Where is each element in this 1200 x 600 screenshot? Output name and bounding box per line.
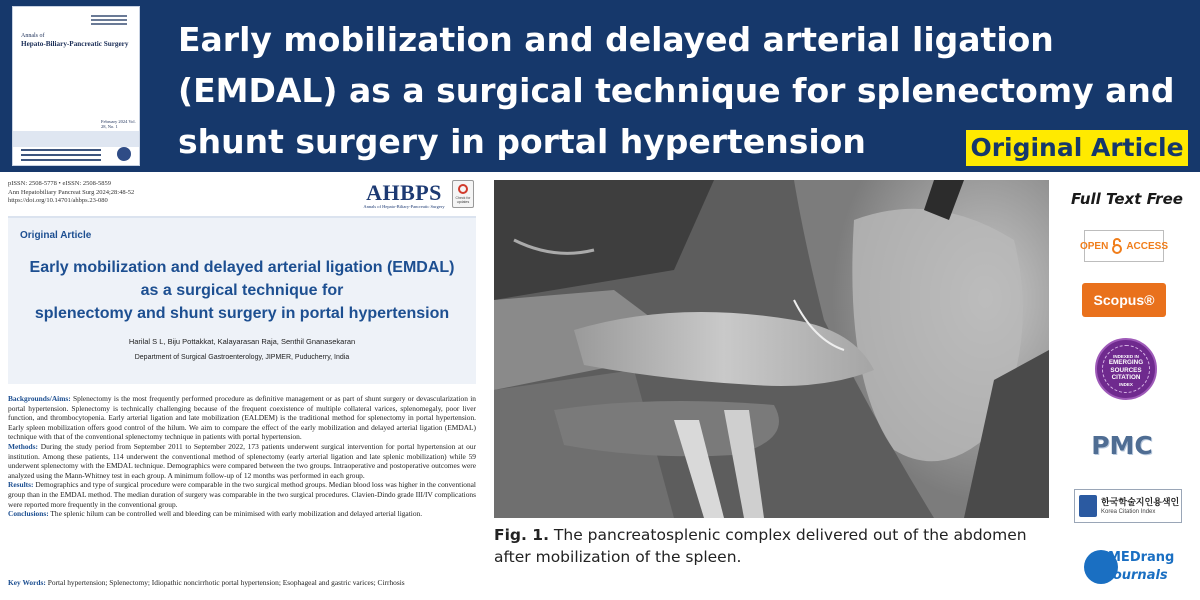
paper-affiliation: Department of Surgical Gastroenterology, JIPMER, Puducherry, India (134, 354, 350, 361)
open-access-badge[interactable] (1079, 230, 1169, 262)
abstract-label: Methods: (8, 441, 38, 451)
abstract-conclusions (8, 509, 476, 519)
journals-label: Journals (1108, 568, 1168, 583)
abstract-methods (8, 442, 476, 480)
paper-issn: pISSN: 2508-5778 • eISSN: 2508-5859 (8, 180, 112, 187)
cover-journal-title: Hepato-Biliary-Pancreatic Surgery (21, 40, 129, 48)
keywords-label: Key Words: (8, 578, 46, 587)
abstract-label: Results: (8, 480, 34, 490)
paper-keywords (8, 578, 476, 587)
esci-ring (1102, 345, 1150, 393)
abstract-label: Conclusions: (8, 509, 49, 519)
paper-title-line: Early mobilization and delayed arterial ligation (EMDAL) (29, 259, 455, 276)
check-for-updates-badge[interactable] (452, 180, 474, 208)
open-access-left: OPEN (1079, 240, 1109, 252)
cover-small-title: Annals of (21, 33, 45, 39)
kci-korean-label: 한국학술지인용색인 (1101, 496, 1180, 507)
ahbps-logo (360, 180, 448, 209)
keywords-text: Portal hypertension; Splenectomy; Idiopathic noncirrhotic portal hypertension; Esophageal and gastric varices; Cirrhosis (47, 578, 405, 587)
medrang-label: MEDrang (1108, 550, 1175, 565)
kci-badge[interactable] (1074, 489, 1182, 523)
kci-logo-icon (1079, 495, 1097, 517)
check-updates-label: Check for updates (455, 196, 471, 204)
paper-metadata (8, 180, 134, 206)
paper-title-line: as a surgical technique for (140, 282, 344, 299)
abstract-label: Backgrounds/Aims: (8, 394, 71, 403)
paper-doi[interactable]: https://doi.org/10.14701/ahbps.23-080 (8, 197, 108, 204)
esci-badge[interactable] (1095, 338, 1157, 400)
cover-stripe (13, 131, 139, 147)
article-type-badge: Original Article (966, 130, 1188, 166)
esci-line: INDEXED IN (1113, 354, 1139, 359)
cover-issue: February 2024 Vol. 28, No. 1 (101, 119, 136, 129)
scopus-badge[interactable]: Scopus® (1082, 283, 1166, 317)
open-lock-icon (1111, 238, 1123, 254)
header-banner (0, 0, 1200, 172)
cover-header-lines (91, 15, 127, 25)
abstract-background (8, 394, 476, 442)
paper-citation: Ann Hepatobiliary Pancreat Surg 2024;28:48-52 (8, 188, 135, 196)
surgical-photo (494, 180, 1049, 518)
paper-title (8, 256, 476, 325)
esci-line: INDEX (1119, 381, 1133, 387)
full-text-free-label: Full Text Free (1071, 190, 1183, 208)
medrang-journals-badge[interactable] (1084, 546, 1182, 590)
abstract-text: Splenectomy is the most frequently performed procedure as definitive management or as part of shunt surgery or devascularization in portal hypertension. Splenectomy is technically challenging because of the frequent coexistence of multiple collateral varices, splenomegaly, poor liver function, and thrombocytopenia. Early arterial ligation and late mobilization (EALDEM) is the traditional method for splenectomy in portal hypertension. Early spleen mobilization offers good control of the hilum. We aim to compare the effect of the early mobilization and delayed arterial ligation (EMDAL) technique with that of the conventional splenectomy technique in patients with portal hypertension. (8, 394, 476, 442)
open-access-right: ACCESS (1126, 240, 1169, 252)
cover-society-logo (117, 147, 131, 161)
esci-line: EMERGING (1108, 359, 1144, 366)
abstract-text: The splenic hilum can be controlled well and bleeding can be minimised with early mobilization and delayed arterial ligation. (50, 509, 423, 519)
ahbps-logo-subtitle: Annals of Hepato-Biliary-Pancreatic Surgery (363, 204, 445, 209)
ahbps-logo-text: AHBPS (366, 180, 442, 205)
figure-caption-text: The pancreatosplenic complex delivered out of the abdomen after mobilization of the spleen. (494, 526, 1027, 566)
journal-cover-thumbnail[interactable] (12, 6, 140, 166)
paper-authors: Harilal S L, Biju Pottakkat, Kalayarasan Raja, Senthil Gnanasekaran (128, 337, 356, 346)
surgical-photo-illustration (494, 180, 1049, 518)
paper-title-line: splenectomy and shunt surgery in portal hypertension (34, 305, 450, 322)
paper-title-box (8, 216, 476, 384)
paper-abstract (8, 394, 476, 519)
paper-article-type: Original Article (20, 230, 92, 241)
abstract-results (8, 480, 476, 509)
cover-footer-lines (21, 149, 101, 164)
check-updates-icon (458, 184, 468, 194)
esci-line: SOURCES (1110, 366, 1142, 374)
paper-first-page (0, 172, 484, 600)
esci-line: CITATION (1111, 374, 1141, 382)
figure-caption-label: Fig. 1. (494, 526, 549, 544)
abstract-text: During the study period from September 2011 to September 2022, 173 patients underwent surgical intervention for portal hypertension at our institution. Among these patients, 114 underwent the conventional method of splenectomy (early arterial ligation and late splenic mobilization) while 59 underwent splenectomy with the EMDAL technique. Demographics were compared between the two groups. Intraoperative and postoperative outcomes were analyzed using the Mann-Whitney test in each group. A minimum follow-up of 12 months was performed in each group. (8, 441, 476, 480)
kci-english-label: Korea Citation Index (1101, 508, 1156, 515)
pmc-badge[interactable]: PMC (1091, 431, 1153, 460)
abstract-text: Demographics and type of surgical procedure were comparable in the two surgical method groups. Median blood loss was higher in the conventional group than in the EMDAL method. The median duration of surgery was comparable in the two surgical procedures. Clavien-Dindo grade III/IV complications were reported more frequently in the conventional group. (8, 480, 476, 509)
banner-headline: Early mobilization and delayed arterial ligation (EMDAL) as a surgical technique for splenectomy and shunt surgery in portal hypertension (178, 20, 1175, 161)
figure-caption (494, 524, 1054, 568)
